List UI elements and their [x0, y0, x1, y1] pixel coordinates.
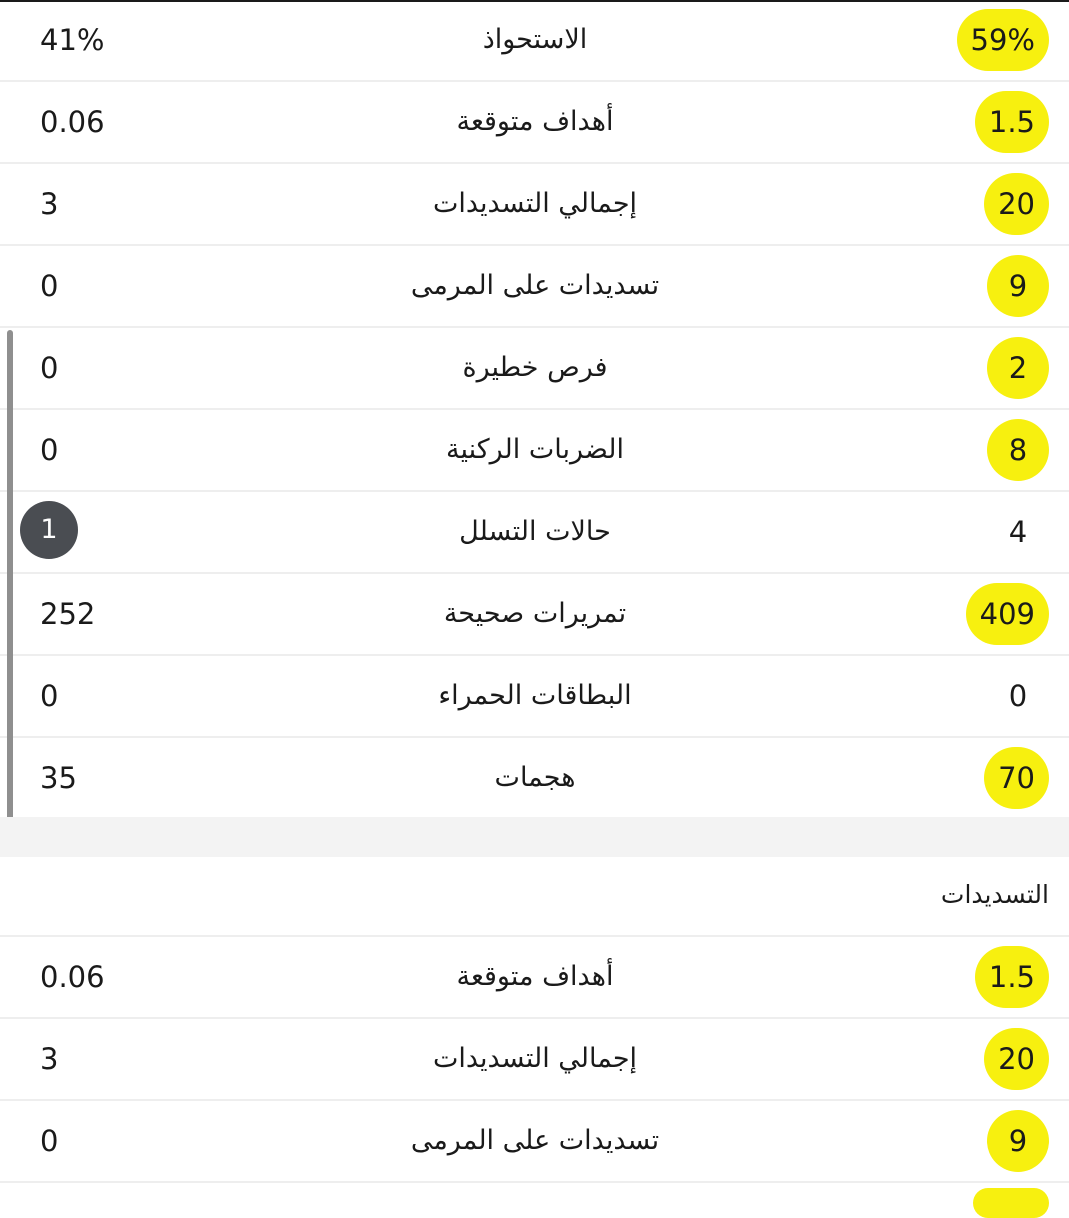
stat-row-big-chances	[0, 328, 1069, 410]
stat-label: تسديدات على المرمى	[410, 270, 660, 301]
home-value-highlight: 2	[987, 337, 1049, 399]
home-value-highlight: 1.5	[975, 946, 1049, 1008]
home-value-highlight: 59%	[957, 9, 1049, 71]
stat-row-expected-goals	[0, 937, 1069, 1019]
away-value: 252	[40, 597, 96, 631]
away-value: 0	[40, 269, 59, 303]
section-separator	[0, 817, 1069, 857]
away-value: 0	[40, 1124, 59, 1158]
stat-label: حالات التسلل	[459, 516, 611, 547]
away-value: 41%	[40, 23, 105, 57]
stat-label: إجمالي التسديدات	[432, 188, 638, 219]
stat-row-shots-on-target	[0, 246, 1069, 328]
home-value-highlight: 8	[987, 419, 1049, 481]
stat-row-attacks	[0, 738, 1069, 818]
away-value: 0	[40, 433, 59, 467]
next-row-value-highlight	[973, 1188, 1049, 1218]
home-value: 4	[1008, 515, 1028, 549]
shots-section-title: التسديدات	[940, 880, 1049, 909]
home-value-highlight: 70	[984, 747, 1049, 809]
home-value-highlight: 1.5	[975, 91, 1049, 153]
scrollbar-thumb[interactable]	[7, 330, 13, 824]
stat-row-accurate-passes	[0, 574, 1069, 656]
stat-row-corners	[0, 410, 1069, 492]
home-value-highlight: 9	[987, 255, 1049, 317]
stat-row-total-shots	[0, 1019, 1069, 1101]
stat-row-possession	[0, 0, 1069, 82]
away-value: 3	[40, 1042, 59, 1076]
stat-label: إجمالي التسديدات	[432, 1043, 638, 1074]
shots-stats-list	[0, 937, 1069, 1183]
stat-label: تسديدات على المرمى	[410, 1125, 660, 1156]
away-value: 0	[40, 351, 59, 385]
away-value: 0.06	[40, 105, 105, 139]
away-value-badge: 1	[20, 501, 78, 559]
stat-row-red-cards	[0, 656, 1069, 738]
home-value: 0	[1008, 679, 1028, 713]
stat-label: أهداف متوقعة	[456, 961, 614, 992]
stat-row-expected-goals	[0, 82, 1069, 164]
home-value-highlight: 20	[984, 173, 1049, 235]
stat-label: البطاقات الحمراء	[438, 680, 632, 711]
away-value: 3	[40, 187, 59, 221]
stat-label: أهداف متوقعة	[456, 106, 614, 137]
stat-label: هجمات	[494, 762, 576, 793]
away-value: 35	[40, 761, 77, 795]
stat-label: الضربات الركنية	[445, 434, 625, 465]
stat-label: الاستحواذ	[482, 24, 588, 55]
home-value-highlight: 20	[984, 1028, 1049, 1090]
stat-label: فرص خطيرة	[462, 352, 608, 383]
away-value: 0	[40, 679, 59, 713]
stat-row-shots-on-target	[0, 1101, 1069, 1183]
stat-label: تمريرات صحيحة	[443, 598, 627, 629]
stat-row-total-shots	[0, 164, 1069, 246]
home-value-highlight: 9	[987, 1110, 1049, 1172]
stat-row-offsides	[0, 492, 1069, 574]
home-value-highlight: 409	[966, 583, 1049, 645]
away-value: 0.06	[40, 960, 105, 994]
